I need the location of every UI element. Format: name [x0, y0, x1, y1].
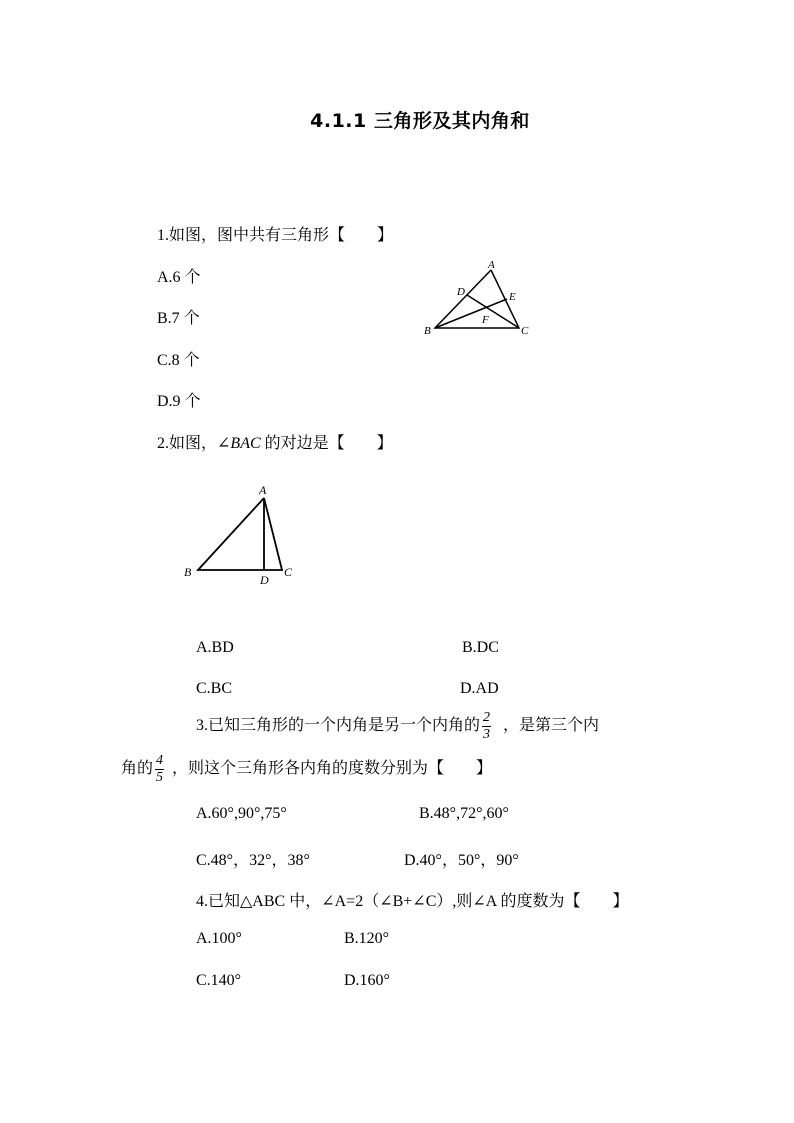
- question-2-stem: [157, 430, 393, 453]
- question-4-option-a: A.100°: [196, 930, 242, 947]
- label-d-2: D: [260, 573, 269, 587]
- fraction-numerator: 2: [483, 710, 491, 725]
- label-c-2: C: [284, 565, 293, 579]
- question-2-option-d: D.AD: [460, 680, 499, 697]
- fraction-denominator: 5: [156, 770, 164, 785]
- label-b-2: B: [184, 565, 192, 579]
- fraction-four-fifths: [155, 753, 164, 786]
- question-1-option-b: B.7 个: [157, 310, 200, 327]
- question-1-stem: 1.如图，图中共有三角形【 】: [157, 227, 394, 244]
- triangle-abc-2: [198, 498, 282, 570]
- question-4-stem: 4.已知△ABC 中，∠A=2（∠B+∠C）,则∠A 的度数为【 】: [196, 893, 629, 910]
- question-3-option-c: C.48°，32°，38°: [196, 852, 310, 869]
- question-4-option-c: C.140°: [196, 972, 242, 989]
- question-4-option-d: D.160°: [344, 972, 390, 989]
- fraction-two-thirds: [482, 710, 491, 743]
- question-4-option-b: B.120°: [344, 930, 390, 947]
- label-f: F: [482, 314, 489, 326]
- question-2-option-a: A.BD: [196, 639, 234, 656]
- question-3-line-2-prefix: 角的: [121, 760, 154, 778]
- page-title: 4.1.1 三角形及其内角和: [310, 110, 530, 132]
- question-1-option-c: C.8 个: [157, 352, 200, 369]
- question-2-angle: ∠BAC: [217, 435, 261, 452]
- label-d: D: [457, 286, 465, 298]
- question-3-option-b: B.48°,72°,60°: [419, 805, 509, 822]
- label-a-2: A: [259, 483, 267, 497]
- question-2-figure: [178, 478, 303, 590]
- question-3-option-d: D.40°，50°，90°: [404, 852, 519, 869]
- question-3-line-2-suffix: ，则这个三角形各内角的度数分别为【 】: [172, 760, 493, 778]
- label-e: E: [509, 291, 516, 303]
- question-2-option-c: C.BC: [196, 680, 233, 697]
- label-a: A: [488, 259, 495, 271]
- question-2-option-b: B.DC: [462, 639, 499, 656]
- question-2-stem-suffix: 的对边是【 】: [260, 435, 393, 452]
- question-3-line-2: [121, 753, 492, 786]
- question-3-line-1-prefix: 3.已知三角形的一个内角是另一个内角的: [196, 717, 481, 735]
- question-2-stem-prefix: 2.如图，: [157, 435, 218, 452]
- question-1-option-a: A.6 个: [157, 269, 201, 286]
- fraction-denominator: 3: [483, 727, 491, 742]
- question-3-line-1-suffix: ，是第三个内: [503, 717, 600, 735]
- label-b: B: [424, 325, 431, 337]
- fraction-numerator: 4: [156, 753, 164, 768]
- question-1-option-d: D.9 个: [157, 393, 201, 410]
- question-3-line-1: [196, 710, 599, 743]
- question-1-figure: [415, 255, 540, 340]
- question-3-option-a: A.60°,90°,75°: [196, 805, 287, 822]
- label-c: C: [521, 325, 529, 337]
